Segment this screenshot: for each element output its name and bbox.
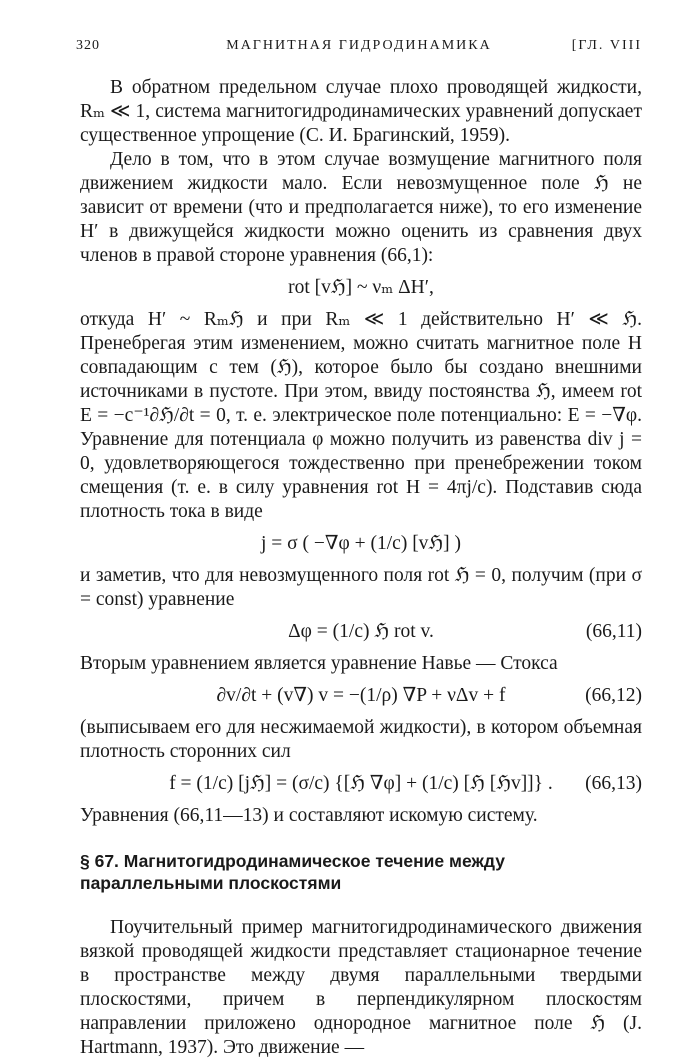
equation-number: (66,11) (585, 621, 642, 642)
page-body (80, 76, 642, 1060)
paragraph-4: и заметив, что для невозмущенного поля rot ℌ = 0, получим (при σ = const) уравнение (80, 565, 642, 610)
equation-number: (66,12) (585, 685, 642, 706)
equation-rot-estimate (80, 276, 642, 300)
equation-current-density (80, 532, 642, 556)
equation-text: rot [vℌ] ~ νₘ ΔH′, (288, 277, 434, 298)
equation-66-12 (80, 684, 642, 708)
paragraph-6: (выписываем его для несжимаемой жидкости), в котором объемная плотность сторонних сил (80, 717, 642, 762)
page-number: 320 (76, 38, 100, 53)
paragraph-5: Вторым уравнением является уравнение Навье — Стокса (80, 653, 558, 674)
running-header (76, 38, 642, 58)
equation-number: (66,13) (585, 773, 642, 794)
chapter-label: [ГЛ. VIII (571, 38, 642, 53)
paragraph-7: Уравнения (66,11—13) и составляют искомую систему. (80, 805, 538, 826)
equation-text: j = σ ( −∇φ + (1/c) [vℌ] ) (260, 533, 462, 554)
paragraph-1: В обратном предельном случае плохо проводящей жидкости, Rₘ ≪ 1, система магнитогидродинамических уравнений допускает существенное упрощение (С. И. Брагинский, 1959). (80, 77, 642, 146)
paragraph-8: Поучительный пример магнитогидродинамического движения вязкой проводящей жидкости представляет стационарное течение в пространстве между двумя параллельными твердыми плоскостями, причем в перпендикулярном плоскостям направлении приложено однородное магнитное поле ℌ (J. Hartmann, 1937). Это движение — (80, 917, 642, 1058)
paragraph-3: откуда H′ ~ Rₘℌ и при Rₘ ≪ 1 действительно H′ ≪ ℌ. Пренебрегая этим изменением, можно считать магнитное поле H совпадающим с тем (ℌ), которое было бы создано внешними источниками в пустоте. При этом, ввиду постоянства ℌ, имеем rot E = −c⁻¹∂ℌ/∂t = 0, т. е. электрическое поле потенциально: E = −∇φ. Уравнение для потенциала φ можно получить из равенства div j = 0, удовлетворяющегося тождественно при пренебрежении током смещения (т. е. в силу уравнения rot H = 4πj/c). Подставив сюда плотность тока в виде (80, 309, 642, 522)
equation-66-11 (80, 620, 642, 644)
equation-text: Δφ = (1/c) ℌ rot v. (288, 621, 434, 642)
paragraph-2: Дело в том, что в этом случае возмущение магнитного поля движением жидкости мало. Если невозмущенное поле ℌ не зависит от времени (что и предполагается ниже), то его изменение H′ в движущейся жидкости можно оценить из сравнения двух членов в правой стороне уравнения (66,1): (80, 149, 642, 266)
equation-text: ∂v/∂t + (v∇) v = −(1/ρ) ∇P + νΔv + f (216, 685, 506, 706)
equation-66-13 (80, 772, 642, 796)
equation-text: f = (1/c) [jℌ] = (σ/c) {[ℌ ∇φ] + (1/c) [ℌ [ℌv]]} . (169, 773, 553, 794)
section-heading: § 67. Магнитогидродинамическое течение между параллельными плоскостями (80, 851, 505, 893)
running-title: МАГНИТНАЯ ГИДРОДИНАМИКА (226, 38, 492, 53)
